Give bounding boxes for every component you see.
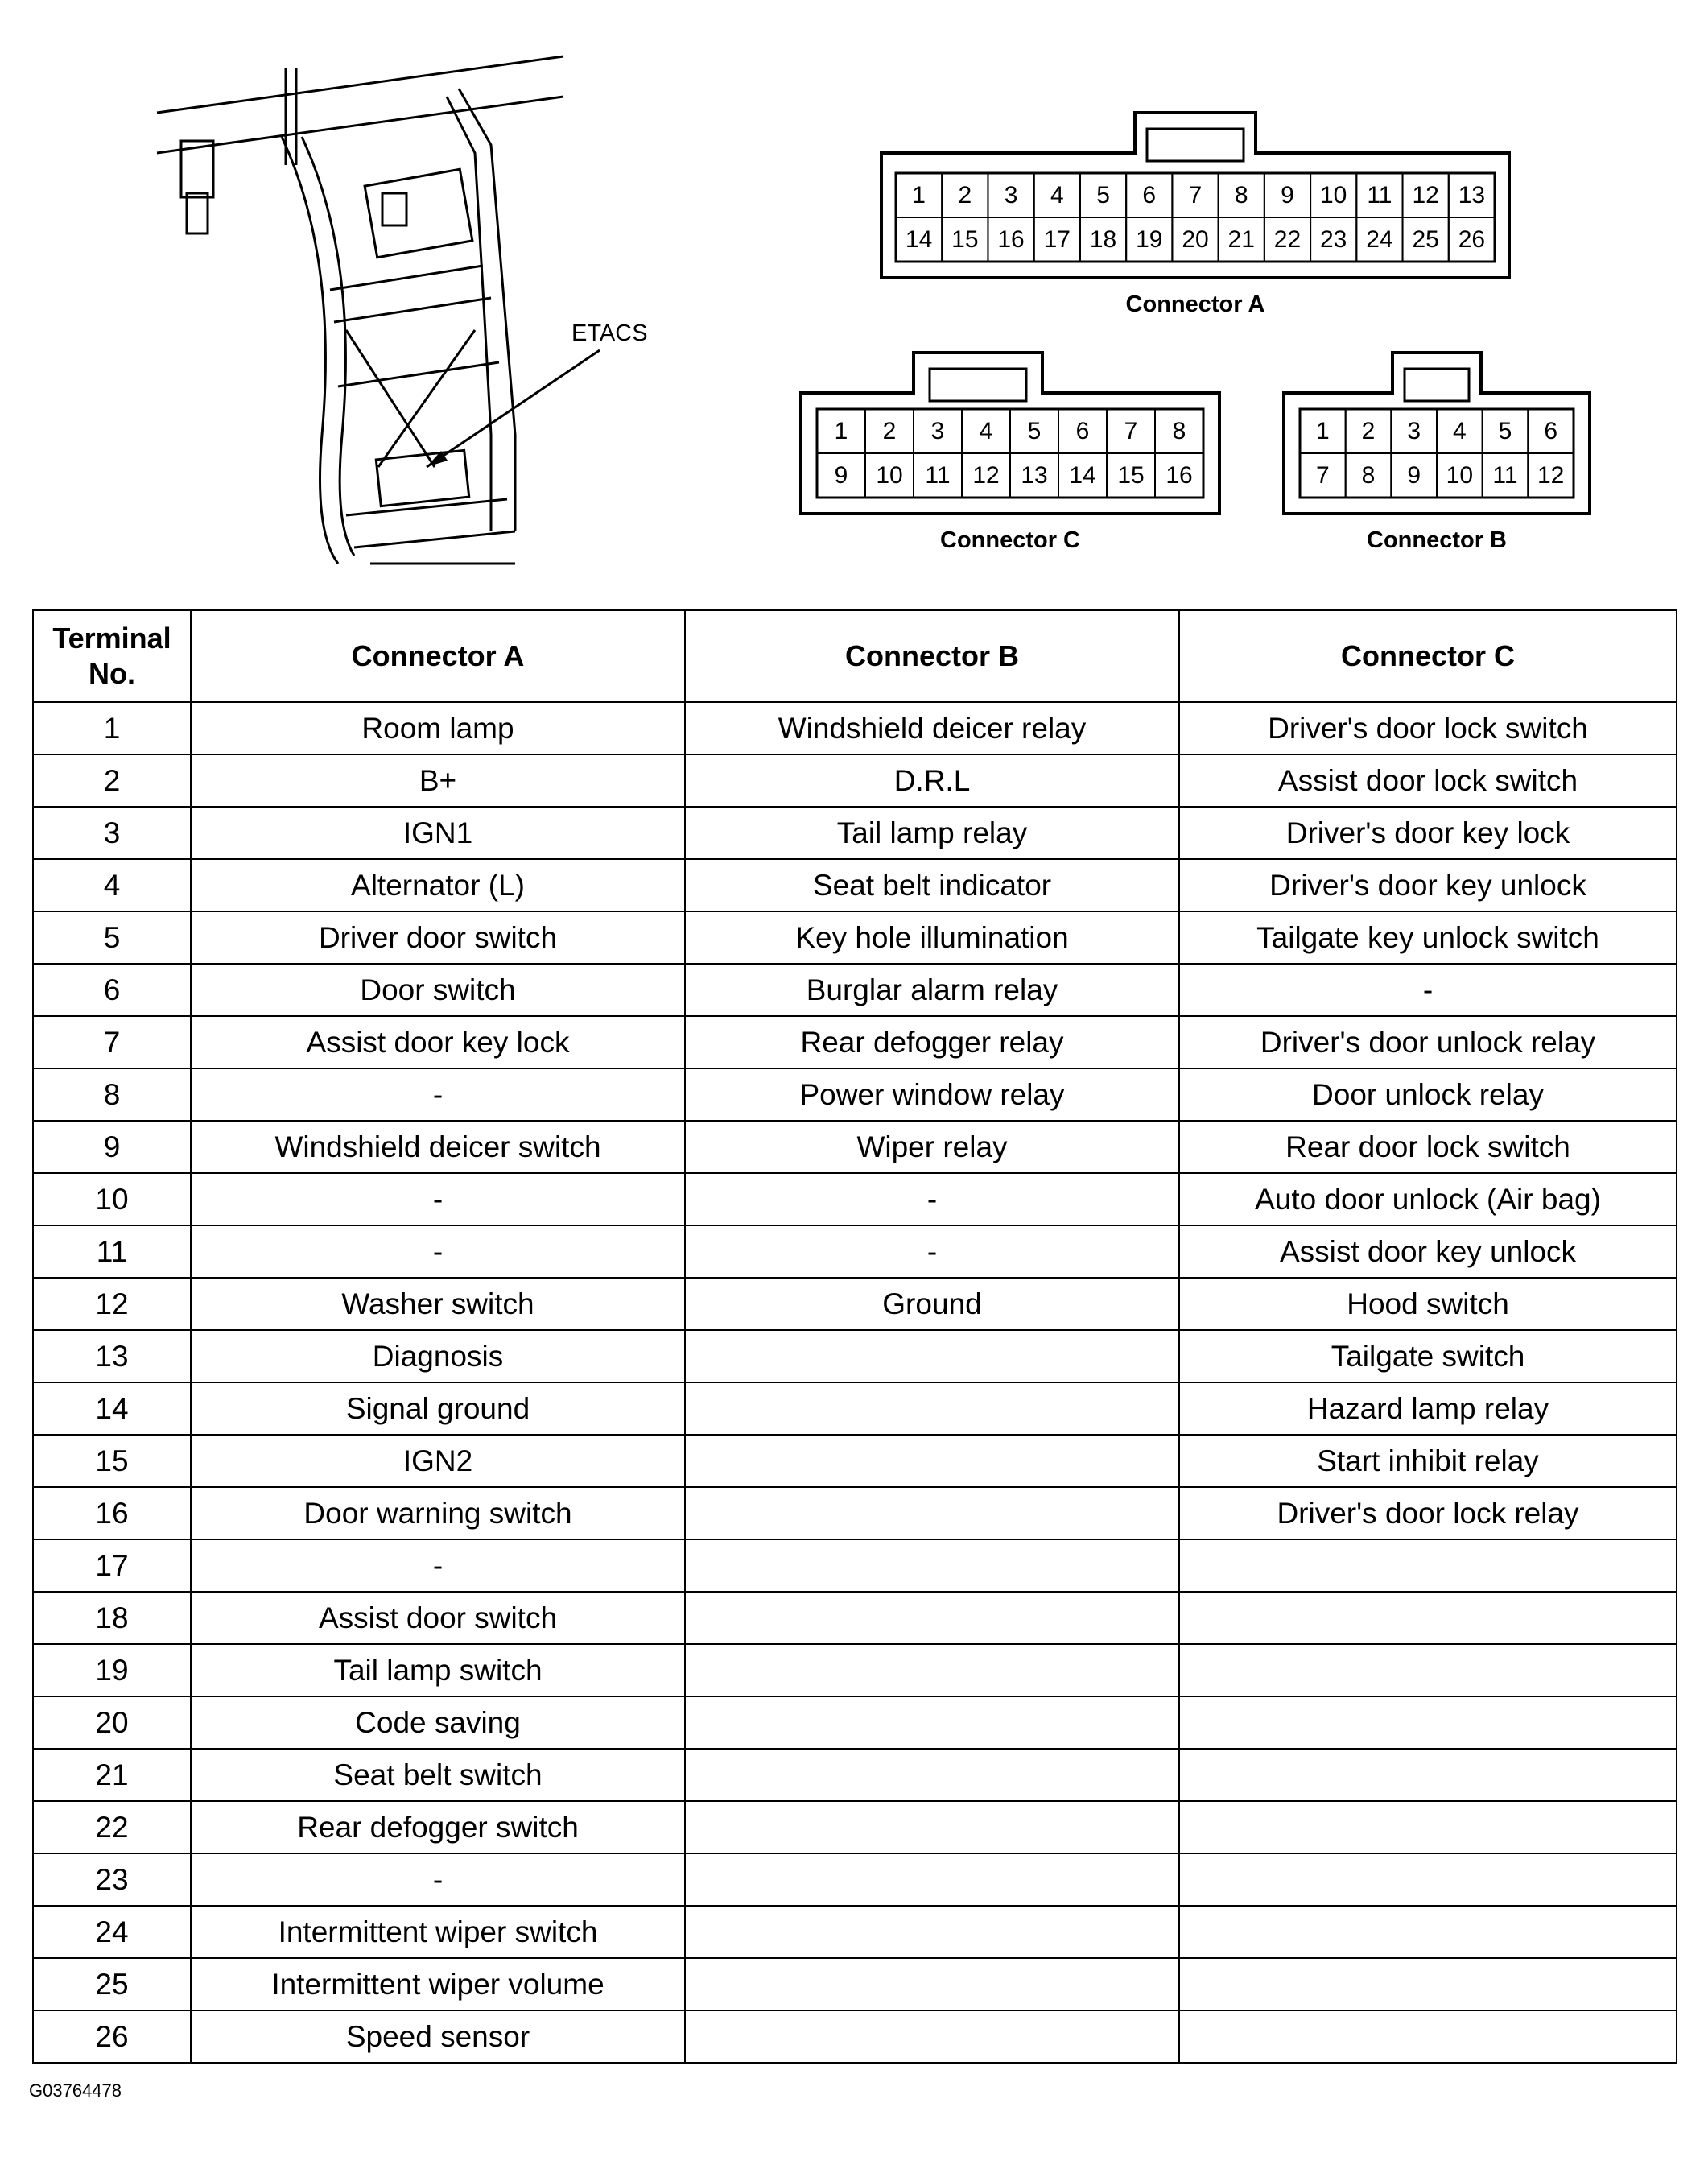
connector-a-cell: B+ — [191, 754, 685, 807]
connector-c-cell: - — [1179, 964, 1677, 1016]
connector-c-pin-label: 16 — [1165, 462, 1193, 489]
table-row — [33, 1853, 1677, 1906]
connector-a-title: Connector A — [1125, 291, 1265, 317]
terminal-number-cell: 25 — [33, 1958, 191, 2010]
table-row — [33, 807, 1677, 859]
table-row — [33, 1539, 1677, 1592]
connector-a-pin-label: 5 — [1096, 182, 1110, 209]
etacs-callout-label: ETACS — [571, 320, 648, 346]
terminal-number-cell: 18 — [33, 1592, 191, 1644]
connector-c-pin-label: 2 — [882, 418, 897, 444]
connector-a-pin-label: 10 — [1320, 182, 1347, 209]
connector-b-cell — [685, 1801, 1179, 1853]
terminal-number-cell: 6 — [33, 964, 191, 1016]
connector-b-cell — [685, 1382, 1179, 1435]
connector-c-cell — [1179, 1696, 1677, 1749]
connector-b-pin-label: 3 — [1407, 418, 1421, 444]
connector-a-cell: Alternator (L) — [191, 859, 685, 911]
header-connector-c: Connector C — [1179, 610, 1677, 702]
table-row — [33, 1173, 1677, 1225]
connector-a-cell: IGN2 — [191, 1435, 685, 1487]
connector-c-pin-label: 4 — [979, 418, 993, 444]
connector-a-cell: - — [191, 1068, 685, 1121]
table-row — [33, 702, 1677, 754]
connector-b-svg — [1284, 353, 1590, 514]
connector-c-cell — [1179, 1801, 1677, 1853]
connector-b-cell — [685, 1696, 1179, 1749]
header-connector-a: Connector A — [191, 610, 685, 702]
connector-b-cell: Wiper relay — [685, 1121, 1179, 1173]
table-row — [33, 1278, 1677, 1330]
table-row — [33, 2010, 1677, 2063]
connector-b-cell: - — [685, 1225, 1179, 1278]
connector-b-cell: Tail lamp relay — [685, 807, 1179, 859]
connector-b-pin-label: 9 — [1407, 462, 1421, 489]
connector-c-cell: Door unlock relay — [1179, 1068, 1677, 1121]
connector-a-pin-label: 26 — [1458, 226, 1486, 253]
connector-b-cell — [685, 1435, 1179, 1487]
connector-a-pin-label: 8 — [1234, 182, 1248, 209]
connector-b-cell: Seat belt indicator — [685, 859, 1179, 911]
connector-c-cell: Driver's door key lock — [1179, 807, 1677, 859]
terminal-number-cell: 16 — [33, 1487, 191, 1539]
connector-c-cell: Driver's door unlock relay — [1179, 1016, 1677, 1068]
connector-a-pin-label: 17 — [1043, 226, 1071, 253]
connector-c-cell: Driver's door lock switch — [1179, 702, 1677, 754]
table-row — [33, 1068, 1677, 1121]
terminal-number-cell: 14 — [33, 1382, 191, 1435]
table-header-row — [33, 610, 1677, 702]
terminal-number-cell: 12 — [33, 1278, 191, 1330]
connector-a-cell: Driver door switch — [191, 911, 685, 964]
connector-a-pin-label: 19 — [1136, 226, 1163, 253]
connector-c-cell: Assist door key unlock — [1179, 1225, 1677, 1278]
terminal-number-cell: 26 — [33, 2010, 191, 2063]
connector-b-pin-label: 6 — [1544, 418, 1558, 444]
table-row — [33, 1749, 1677, 1801]
connector-a-cell: Speed sensor — [191, 2010, 685, 2063]
connector-a-pin-label: 4 — [1050, 182, 1064, 209]
terminal-number-cell: 21 — [33, 1749, 191, 1801]
connector-c-cell — [1179, 1749, 1677, 1801]
connector-c-title: Connector C — [940, 527, 1080, 553]
table-row — [33, 1016, 1677, 1068]
connector-c-cell — [1179, 1958, 1677, 2010]
table-row — [33, 1644, 1677, 1696]
table-row — [33, 1592, 1677, 1644]
connector-c-pin-label: 12 — [972, 462, 1000, 489]
connector-b-cell — [685, 1330, 1179, 1382]
connector-c-pin-label: 5 — [1027, 418, 1042, 444]
connector-a-cell: Signal ground — [191, 1382, 685, 1435]
connector-c-diagram — [801, 353, 1219, 514]
connector-a-cell: - — [191, 1225, 685, 1278]
connector-a-pin-label: 2 — [958, 182, 972, 209]
connector-a-pin-label: 24 — [1366, 226, 1393, 253]
connector-c-cell: Tailgate switch — [1179, 1330, 1677, 1382]
terminal-number-cell: 8 — [33, 1068, 191, 1121]
connector-c-pin-label: 11 — [925, 462, 951, 489]
connector-a-cell: Diagnosis — [191, 1330, 685, 1382]
connector-a-pin-label: 16 — [997, 226, 1025, 253]
terminal-number-cell: 9 — [33, 1121, 191, 1173]
connector-b-pin-label: 8 — [1361, 462, 1376, 489]
connector-b-cell: Power window relay — [685, 1068, 1179, 1121]
connector-c-pin-label: 15 — [1117, 462, 1145, 489]
table-row — [33, 1225, 1677, 1278]
connector-c-cell — [1179, 1592, 1677, 1644]
connector-a-cell: Assist door switch — [191, 1592, 685, 1644]
connector-a-pin-label: 25 — [1412, 226, 1439, 253]
connector-c-pin-label: 3 — [930, 418, 945, 444]
table-row — [33, 754, 1677, 807]
connector-c-cell: Hood switch — [1179, 1278, 1677, 1330]
connector-c-cell — [1179, 1539, 1677, 1592]
table-row — [33, 1435, 1677, 1487]
terminal-number-cell: 10 — [33, 1173, 191, 1225]
connector-a-pin-label: 23 — [1320, 226, 1347, 253]
connector-c-cell: Rear door lock switch — [1179, 1121, 1677, 1173]
connector-c-pin-label: 8 — [1172, 418, 1186, 444]
table-row — [33, 1487, 1677, 1539]
connector-c-cell — [1179, 1644, 1677, 1696]
terminal-number-cell: 5 — [33, 911, 191, 964]
connector-b-cell — [685, 1644, 1179, 1696]
terminal-number-cell: 11 — [33, 1225, 191, 1278]
terminal-number-cell: 20 — [33, 1696, 191, 1749]
connector-c-cell: Start inhibit relay — [1179, 1435, 1677, 1487]
connector-b-cell: Burglar alarm relay — [685, 964, 1179, 1016]
connector-c-pin-label: 9 — [834, 462, 848, 489]
terminal-number-cell: 15 — [33, 1435, 191, 1487]
table-row — [33, 964, 1677, 1016]
connector-b-pin-label: 12 — [1537, 462, 1565, 489]
connector-a-cell: Windshield deicer switch — [191, 1121, 685, 1173]
connector-a-svg — [881, 113, 1509, 278]
connector-b-diagram — [1284, 353, 1590, 514]
connector-c-pin-label: 14 — [1069, 462, 1096, 489]
connector-b-pin-label: 2 — [1361, 418, 1376, 444]
connector-a-cell: Code saving — [191, 1696, 685, 1749]
terminal-number-cell: 7 — [33, 1016, 191, 1068]
connector-c-pin-label: 13 — [1021, 462, 1048, 489]
header-terminal-no: Terminal No. — [33, 610, 191, 702]
connector-b-cell — [685, 1906, 1179, 1958]
table-row — [33, 1958, 1677, 2010]
terminal-number-cell: 23 — [33, 1853, 191, 1906]
connector-a-cell: - — [191, 1539, 685, 1592]
connector-a-pin-label: 18 — [1089, 226, 1117, 253]
connector-a-cell: Intermittent wiper volume — [191, 1958, 685, 2010]
table-row — [33, 1382, 1677, 1435]
table-row — [33, 911, 1677, 964]
connector-c-cell: Driver's door lock relay — [1179, 1487, 1677, 1539]
connector-a-pin-label: 11 — [1367, 182, 1392, 209]
table-row — [33, 1330, 1677, 1382]
terminal-number-cell: 19 — [33, 1644, 191, 1696]
terminal-number-cell: 2 — [33, 754, 191, 807]
connector-b-cell — [685, 1958, 1179, 2010]
connector-a-cell: Seat belt switch — [191, 1749, 685, 1801]
terminal-number-cell: 4 — [33, 859, 191, 911]
connector-c-svg — [801, 353, 1219, 514]
connector-c-pin-label: 1 — [834, 418, 848, 444]
connector-a-pin-label: 20 — [1182, 226, 1209, 253]
connector-c-cell: Driver's door key unlock — [1179, 859, 1677, 911]
connector-a-cell: Tail lamp switch — [191, 1644, 685, 1696]
connector-b-cell: Ground — [685, 1278, 1179, 1330]
table-row — [33, 1696, 1677, 1749]
connector-b-pin-label: 4 — [1452, 418, 1467, 444]
connector-b-cell — [685, 1487, 1179, 1539]
connector-b-pin-label: 5 — [1498, 418, 1512, 444]
connector-b-cell — [685, 1749, 1179, 1801]
connector-b-pin-label: 11 — [1492, 462, 1518, 489]
connector-c-cell: Tailgate key unlock switch — [1179, 911, 1677, 964]
terminal-number-cell: 3 — [33, 807, 191, 859]
connector-c-cell: Auto door unlock (Air bag) — [1179, 1173, 1677, 1225]
connector-a-cell: IGN1 — [191, 807, 685, 859]
table-row — [33, 1906, 1677, 1958]
terminal-number-cell: 24 — [33, 1906, 191, 1958]
connector-b-cell — [685, 1539, 1179, 1592]
connector-a-cell: Rear defogger switch — [191, 1801, 685, 1853]
connector-b-title: Connector B — [1367, 527, 1507, 553]
connector-a-pin-label: 6 — [1142, 182, 1157, 209]
table-row — [33, 1121, 1677, 1173]
connector-a-cell: - — [191, 1173, 685, 1225]
terminal-number-cell: 13 — [33, 1330, 191, 1382]
connector-a-cell: Intermittent wiper switch — [191, 1906, 685, 1958]
connector-a-pin-label: 22 — [1273, 226, 1302, 253]
terminal-number-cell: 22 — [33, 1801, 191, 1853]
connector-a-pin-label: 12 — [1412, 182, 1439, 209]
connector-c-cell — [1179, 1906, 1677, 1958]
connector-b-cell: D.R.L — [685, 754, 1179, 807]
terminal-number-cell: 17 — [33, 1539, 191, 1592]
connector-c-pin-label: 6 — [1075, 418, 1090, 444]
connector-c-cell — [1179, 1853, 1677, 1906]
connector-b-pin-label: 7 — [1315, 462, 1330, 489]
connector-a-pin-label: 1 — [912, 182, 926, 209]
header-connector-b: Connector B — [685, 610, 1179, 702]
connector-a-pin-label: 13 — [1458, 182, 1486, 209]
table-row — [33, 1801, 1677, 1853]
connector-a-pin-label: 7 — [1188, 182, 1203, 209]
connector-a-diagram — [881, 113, 1509, 278]
connector-a-pin-label: 15 — [951, 226, 979, 253]
connector-a-pin-label: 9 — [1281, 182, 1294, 209]
connector-a-cell: Washer switch — [191, 1278, 685, 1330]
connector-b-cell — [685, 1853, 1179, 1906]
connector-b-cell: - — [685, 1173, 1179, 1225]
connector-a-pin-label: 14 — [905, 226, 933, 253]
connector-c-cell: Hazard lamp relay — [1179, 1382, 1677, 1435]
connector-c-cell: Assist door lock switch — [1179, 754, 1677, 807]
connector-a-cell: Room lamp — [191, 702, 685, 754]
connector-b-cell: Windshield deicer relay — [685, 702, 1179, 754]
connector-b-cell — [685, 1592, 1179, 1644]
connector-b-cell: Rear defogger relay — [685, 1016, 1179, 1068]
connector-a-cell: Door switch — [191, 964, 685, 1016]
connector-c-pin-label: 7 — [1124, 418, 1138, 444]
connector-c-pin-label: 10 — [876, 462, 903, 489]
connector-c-cell — [1179, 2010, 1677, 2063]
connector-a-pin-label: 21 — [1227, 226, 1255, 253]
connector-b-cell — [685, 2010, 1179, 2063]
figure-id: G03764478 — [29, 2080, 122, 2101]
connector-b-pin-label: 10 — [1446, 462, 1474, 489]
terminal-table — [32, 609, 1677, 2064]
connector-a-pin-label: 3 — [1004, 182, 1018, 209]
terminal-number-cell: 1 — [33, 702, 191, 754]
connector-b-pin-label: 1 — [1315, 418, 1330, 444]
connector-a-cell: Door warning switch — [191, 1487, 685, 1539]
connector-a-cell: Assist door key lock — [191, 1016, 685, 1068]
connector-b-cell: Key hole illumination — [685, 911, 1179, 964]
connector-a-cell: - — [191, 1853, 685, 1906]
table-row — [33, 859, 1677, 911]
